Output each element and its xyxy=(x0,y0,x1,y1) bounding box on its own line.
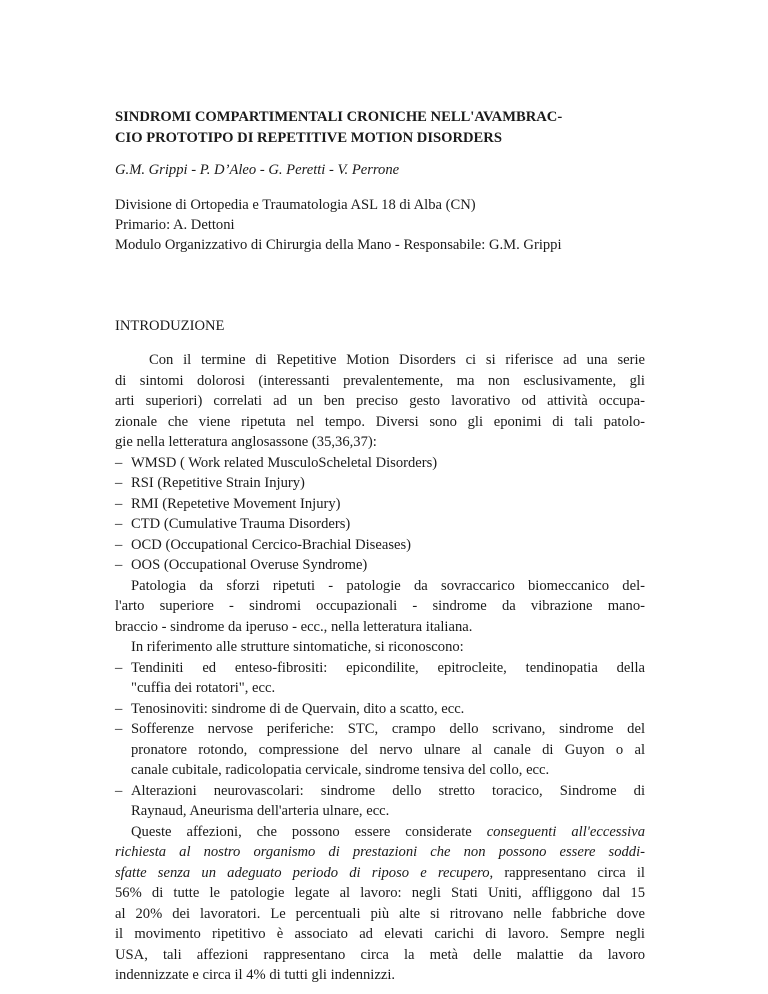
list-dash: – xyxy=(115,557,123,573)
italic-run: richiesta al nostro organismo di prestazioni che non possono essere soddi- xyxy=(115,844,645,860)
eponym-list xyxy=(115,453,645,576)
text-line: Patologia da sforzi ripetuti - patologie da sovraccarico biomeccanico del- xyxy=(131,577,645,594)
list-item-continuation: "cuffia dei rotatori", ecc. xyxy=(131,680,276,696)
list-dash: – xyxy=(115,659,123,676)
list-item-text: Tendiniti ed enteso-fibrositi: epicondilite, epitrocleite, tendinopatia della xyxy=(131,659,645,676)
list-dash: – xyxy=(115,782,123,799)
list-item-text: CTD (Cumulative Trauma Disorders) xyxy=(131,516,351,532)
affiliation-line: Divisione di Ortopedia e Traumatologia ASL 18 di Alba (CN) xyxy=(115,197,476,213)
text-line: gie nella letteratura anglosassone (35,36,37): xyxy=(115,434,377,450)
text-line: indennizzate e circa il 4% di tutti gli indennizzi. xyxy=(115,967,396,983)
text-line: Con il termine di Repetitive Motion Disorders ci si riferisce ad una serie xyxy=(149,352,645,368)
section-heading: INTRODUZIONE xyxy=(115,318,225,334)
list-item xyxy=(115,719,645,781)
text-line: il movimento ripetitivo è associato ad elevati carichi di lavoro. Sempre negli xyxy=(115,926,645,942)
list-dash: – xyxy=(115,475,123,491)
text-line: l'arto superiore - sindromi occupazionali - sindrome da vibrazione mano- xyxy=(115,598,645,614)
title-line: SINDROMI COMPARTIMENTALI CRONICHE NELL'AVAMBRAC- xyxy=(115,109,563,125)
article-title xyxy=(115,107,645,149)
text-run: , rappresentano circa il xyxy=(489,864,645,881)
structures-list xyxy=(115,658,645,822)
structures-intro xyxy=(115,637,645,658)
list-dash: – xyxy=(115,516,123,532)
text-line: zionale che viene ripetuta nel tempo. Diversi sono gli eponimi di tali patolo- xyxy=(115,413,645,430)
intro-paragraph xyxy=(115,350,645,453)
list-item-continuation: pronatore rotondo, compressione del nervo ulnare al canale di Guyon o al xyxy=(131,741,645,758)
list-item-text: Alterazioni neurovascolari: sindrome dello stretto toracico, Sindrome di xyxy=(131,782,645,799)
list-item-text: WMSD ( Work related MusculoScheletal Disorders) xyxy=(131,454,438,471)
list-dash: – xyxy=(115,700,123,717)
list-item-continuation: canale cubitale, radicolopatia cervicale, sindrome tensiva del collo, ecc. xyxy=(131,762,550,778)
list-item xyxy=(115,514,645,535)
list-item-text: OOS (Occupational Overuse Syndrome) xyxy=(131,557,368,573)
author-list: G.M. Grippi - P. D’Aleo - G. Peretti - V. Perrone xyxy=(115,162,400,178)
list-item xyxy=(115,473,645,494)
text-line: al 20% dei lavoratori. Le percentuali più alte si ritrovano nelle fabbriche dove xyxy=(115,905,645,922)
list-item-first-line xyxy=(115,699,645,720)
list-item-continuation: Raynaud, Aneurisma dell'arteria ulnare, ecc. xyxy=(131,803,390,819)
list-item xyxy=(115,658,645,699)
list-item-text: Sofferenze nervose periferiche: STC, crampo dello scrivano, sindrome del xyxy=(131,721,645,737)
list-item-text: Tenosinoviti: sindrome di de Quervain, dito a scatto, ecc. xyxy=(131,700,465,717)
text-line: arti superiori) correlati ad un ben preciso gesto lavorativo od attività occupa- xyxy=(115,393,645,409)
list-item-text: RMI (Repetetive Movement Injury) xyxy=(131,495,341,512)
text-line: braccio - sindrome da iperuso - ecc., nella letteratura italiana. xyxy=(115,618,473,635)
affiliation-line: Modulo Organizzativo di Chirurgia della Mano - Responsabile: G.M. Grippi xyxy=(115,237,562,253)
text-line xyxy=(115,863,645,884)
list-item-text: RSI (Repetitive Strain Injury) xyxy=(131,475,305,491)
affiliation-line: Primario: A. Dettoni xyxy=(115,217,235,233)
list-dash: – xyxy=(115,536,123,553)
text-run: Queste affezioni, che possono essere considerate xyxy=(131,823,487,840)
text-line xyxy=(115,822,645,843)
italian-names-paragraph xyxy=(115,576,645,638)
body-text xyxy=(115,350,645,986)
list-item-first-line xyxy=(115,719,645,740)
list-dash: – xyxy=(115,721,123,737)
list-item xyxy=(115,535,645,556)
list-item-text: OCD (Occupational Cercico-Brachial Diseases) xyxy=(131,536,412,553)
affiliation xyxy=(115,195,562,255)
list-item xyxy=(115,494,645,515)
list-item xyxy=(115,555,645,576)
text-line: USA, tali affezioni rappresentano circa la metà delle malattie da lavoro xyxy=(115,946,645,963)
text-line xyxy=(115,842,645,863)
text-line: di sintomi dolorosi (interessanti prevalentemente, ma non esclusivamente, gli xyxy=(115,372,645,389)
list-item xyxy=(115,781,645,822)
text-line: In riferimento alle strutture sintomatiche, si riconoscono: xyxy=(131,639,464,655)
list-item-first-line xyxy=(115,781,645,802)
list-item-first-line xyxy=(115,658,645,679)
closing-paragraph xyxy=(115,822,645,986)
italic-run: sfatte senza un adeguato periodo di riposo e recupero xyxy=(115,864,490,881)
title-line: CIO PROTOTIPO DI REPETITIVE MOTION DISORDERS xyxy=(115,130,502,146)
text-line: 56% di tutte le patologie legate al lavoro: negli Stati Uniti, affliggono dal 15 xyxy=(115,885,645,901)
list-dash: – xyxy=(115,454,123,471)
list-dash: – xyxy=(115,495,123,512)
list-item xyxy=(115,699,645,720)
list-item xyxy=(115,453,645,474)
italic-run: conseguenti all'eccessiva xyxy=(486,823,645,840)
